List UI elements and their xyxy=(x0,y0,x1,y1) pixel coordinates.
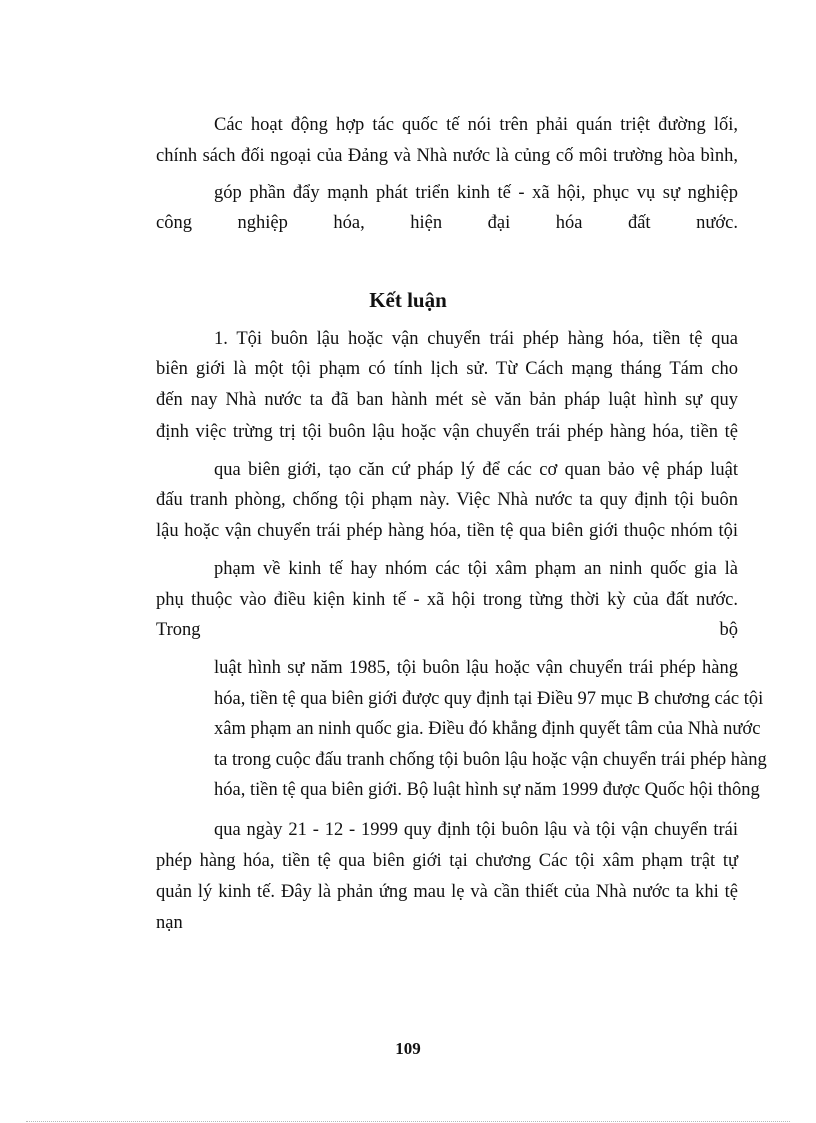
text-line: nạn xyxy=(156,913,183,933)
text-line: góp phần đẩy mạnh phát triển kinh tế - xã hội, phục vụ sự nghiệp xyxy=(214,183,738,203)
text-line: phụ thuộc vào điều kiện kinh tế - xã hội trong từng thời kỳ của đất nước. xyxy=(156,590,738,610)
text-line: hóa, tiền tệ qua biên giới. Bộ luật hình sự năm 1999 được Quốc hội thông xyxy=(214,780,760,800)
text-line: qua biên giới, tạo căn cứ pháp lý để các cơ quan bảo vệ pháp luật xyxy=(214,460,738,480)
text-line: Trong bộ xyxy=(156,620,738,640)
text-line: quản lý kinh tế. Đây là phản ứng mau lẹ và cần thiết của Nhà nước ta khi tệ xyxy=(156,882,738,902)
section-heading: Kết luận xyxy=(369,288,447,312)
text-line: phép hàng hóa, tiền tệ qua biên giới tại chương Các tội xâm phạm trật tự xyxy=(156,851,738,871)
text-line: lậu hoặc vận chuyển trái phép hàng hóa, tiền tệ qua biên giới thuộc nhóm tội xyxy=(156,521,738,541)
page-bottom-divider xyxy=(26,1121,790,1122)
text-line: xâm phạm an ninh quốc gia. Điều đó khẳng định quyết tâm của Nhà nước xyxy=(214,719,761,739)
text-line: ta trong cuộc đấu tranh chống tội buôn lậu hoặc vận chuyển trái phép hàng xyxy=(214,750,767,770)
text-line: đấu tranh phòng, chống tội phạm này. Việc Nhà nước ta quy định tội buôn xyxy=(156,490,738,510)
text-line: hóa, tiền tệ qua biên giới được quy định tại Điều 97 mục B chương các tội xyxy=(214,689,764,709)
page-number: 109 xyxy=(395,1039,421,1058)
text-line: biên giới là một tội phạm có tính lịch sử. Từ Cách mạng tháng Tám cho xyxy=(156,359,738,379)
text-line: luật hình sự năm 1985, tội buôn lậu hoặc vận chuyển trái phép hàng xyxy=(214,658,738,678)
text-line: qua ngày 21 - 12 - 1999 quy định tội buôn lậu và tội vận chuyển trái xyxy=(214,820,738,840)
text-line: Các hoạt động hợp tác quốc tế nói trên phải quán triệt đường lối, xyxy=(214,115,738,135)
text-line: 1. Tội buôn lậu hoặc vận chuyển trái phép hàng hóa, tiền tệ qua xyxy=(214,329,738,349)
text-line: chính sách đối ngoại của Đảng và Nhà nước là củng cố môi trường hòa bình, xyxy=(156,146,738,166)
text-line: đến nay Nhà nước ta đã ban hành mét sè văn bản pháp luật hình sự quy xyxy=(156,390,738,410)
text-line: định việc trừng trị tội buôn lậu hoặc vận chuyển trái phép hàng hóa, tiền tệ xyxy=(156,422,738,442)
text-line: phạm về kinh tế hay nhóm các tội xâm phạm an ninh quốc gia là xyxy=(214,559,738,579)
text-line: công nghiệp hóa, hiện đại hóa đất nước. xyxy=(156,213,738,233)
